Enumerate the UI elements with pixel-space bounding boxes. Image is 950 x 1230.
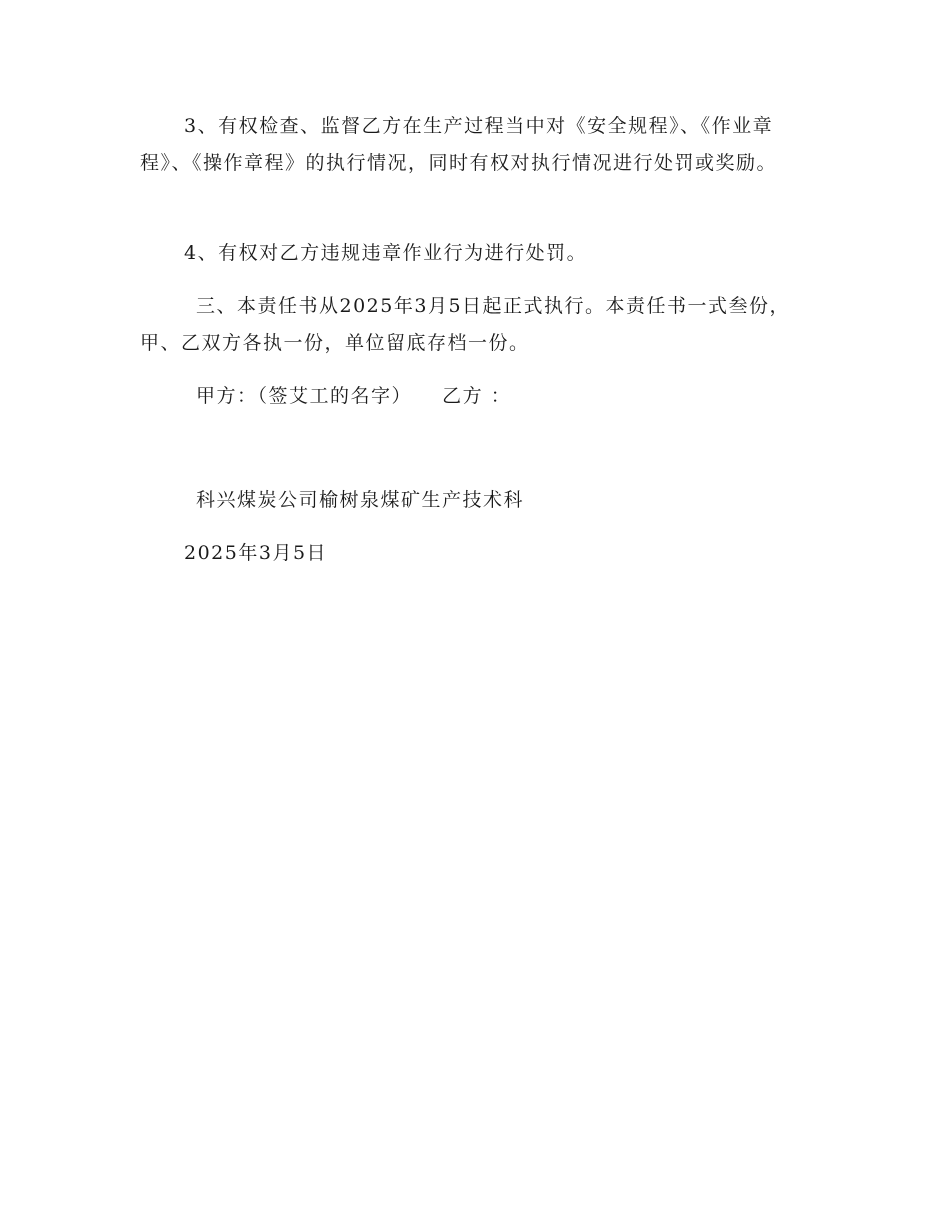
issue-date: 2025年3月5日 [184, 542, 328, 564]
effective-date-paragraph: 三、本责任书从2025年3月5日起正式执行。本责任书一式叁份，甲、乙双方各执一份，单位留底存档一份。 [140, 295, 791, 354]
issuing-unit: 科兴煤炭公司榆树泉煤矿生产技术科 [196, 489, 525, 511]
clause-4-paragraph: 4、有权对乙方违规违章作业行为进行处罚。 [184, 242, 588, 264]
signature-line: 甲方：（签艾工的名字） 乙方 ： [196, 385, 512, 407]
clause-3-paragraph: 3、有权检查、监督乙方在生产过程当中对《安全规程》、《作业章程》、《操作章程》的执行情况，同时有权对执行情况进行处罚或奖励。 [140, 115, 778, 174]
